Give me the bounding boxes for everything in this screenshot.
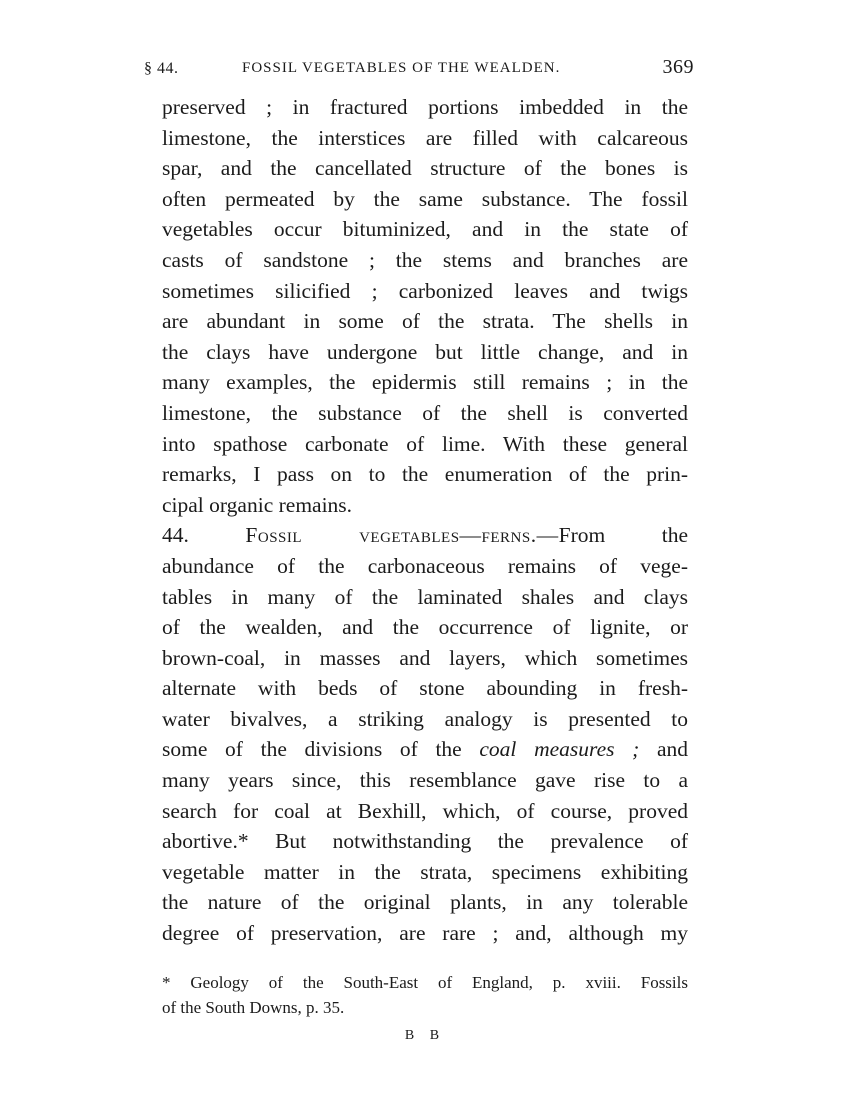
signature-mark: B B bbox=[404, 1028, 446, 1043]
text-line: are abundant in some of the strata. The shells in bbox=[162, 309, 688, 334]
text-line: many examples, the epidermis still remains ; in the bbox=[162, 370, 688, 395]
text-line: tables in many of the laminated shales and clays bbox=[162, 584, 688, 609]
text-line: limestone, the substance of the shell is converted bbox=[162, 400, 688, 425]
text-line: cipal organic remains. bbox=[162, 492, 353, 517]
section-first-line bbox=[162, 520, 688, 551]
text-line: remarks, I pass on to the enumeration of the prin- bbox=[162, 462, 688, 487]
italic-line bbox=[162, 734, 688, 765]
text-line: sometimes silicified ; carbonized leaves and twigs bbox=[162, 278, 688, 303]
footnote-line: of the South Downs, p. 35. bbox=[162, 998, 345, 1017]
text-line: often permeated by the same substance. The fossil bbox=[162, 186, 688, 211]
body-text bbox=[162, 92, 688, 949]
text-line: the nature of the original plants, in any tolerable bbox=[162, 890, 688, 915]
text-line: water bivalves, a striking analogy is presented to bbox=[162, 706, 688, 731]
text-line: the clays have undergone but little change, and in bbox=[162, 339, 688, 364]
text-line: search for coal at Bexhill, which, of course, proved bbox=[162, 798, 688, 823]
text-line: abundance of the carbonaceous remains of vege- bbox=[162, 553, 688, 578]
text-line: brown-coal, in masses and layers, which sometimes bbox=[162, 645, 688, 670]
text-line: abortive.* But notwithstanding the prevalence of bbox=[162, 829, 688, 854]
page-number: 369 bbox=[662, 56, 694, 78]
text-line: into spathose carbonate of lime. With these general bbox=[162, 431, 688, 456]
footnote-line: * Geology of the South-East of England, p. xviii. Fossils bbox=[162, 973, 688, 992]
text-line: of the wealden, and the occurrence of lignite, or bbox=[162, 615, 688, 640]
section-marker: § 44. bbox=[144, 60, 179, 77]
text-line: preserved ; in fractured portions imbedded in the bbox=[162, 95, 688, 119]
text-line: limestone, the interstices are filled with calcareous bbox=[162, 125, 688, 150]
footnote bbox=[162, 970, 688, 1020]
text-line: alternate with beds of stone abounding in fresh- bbox=[162, 676, 688, 701]
text-line: vegetables occur bituminized, and in the state of bbox=[162, 217, 688, 242]
text-line: casts of sandstone ; the stems and branches are bbox=[162, 247, 688, 272]
italic-phrase: coal measures ; bbox=[479, 737, 640, 762]
italic-line-after: and bbox=[656, 737, 689, 762]
text-line: degree of preservation, are rare ; and, although my bbox=[162, 921, 688, 946]
section-heading: Fossil vegetables—ferns.— bbox=[245, 523, 559, 548]
italic-line-before: some of the divisions of the bbox=[162, 737, 462, 762]
text-line: vegetable matter in the strata, specimens exhibiting bbox=[162, 859, 688, 884]
text-line: spar, and the cancellated structure of the bones is bbox=[162, 156, 688, 181]
section-number: 44. bbox=[162, 523, 189, 548]
running-title: FOSSIL VEGETABLES OF THE WEALDEN. bbox=[242, 60, 561, 76]
running-header bbox=[144, 54, 694, 84]
section-first-line-rest: From the bbox=[558, 523, 689, 548]
text-line: many years since, this resemblance gave rise to a bbox=[162, 768, 688, 793]
